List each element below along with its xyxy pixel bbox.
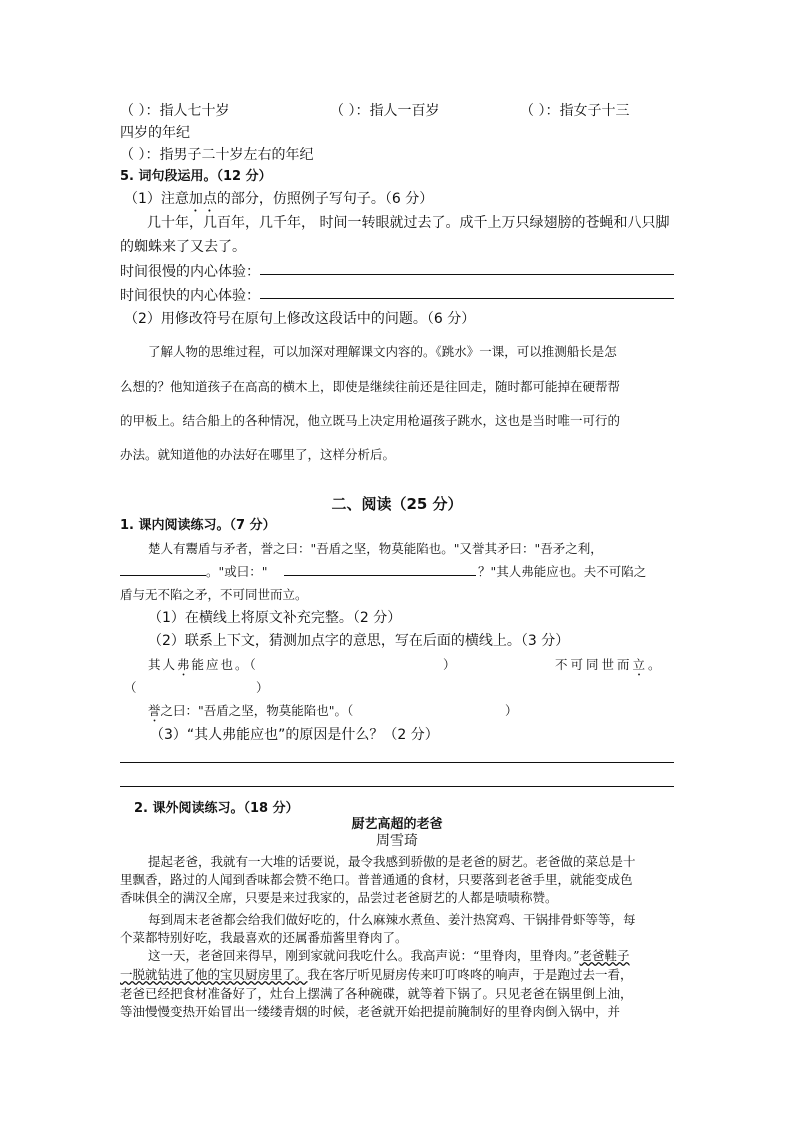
r1-answer-line-2[interactable] (120, 786, 674, 787)
idiom-line-2: 四岁的年纪 (120, 125, 190, 141)
q5-part1-instruction (124, 188, 433, 215)
r1-q2-b-close: ） (256, 680, 269, 695)
r1-q2: （2）联系上下文，猜测加点字的意思，写在后面的横线上。（3 分） (148, 633, 570, 649)
article-line-6 (148, 946, 630, 964)
q5-instr-dot: 加点 (188, 191, 217, 207)
article-line-8: 老爸已经把食材准备好了，灶台上摆满了各种碗碟，就等着下锅了。只见老爸在锅里倒上油， (120, 986, 633, 1001)
passage-line-4: 办法。就知道他的办法好在哪里了，这样分析后。 (120, 447, 396, 462)
q5-example-line1 (147, 212, 669, 232)
section2-title: 二、阅读（25 分） (331, 495, 463, 513)
q5-instr-b: 的部分，仿照例子写句子。（6 分） (216, 191, 434, 207)
r1-answer-line-1[interactable] (120, 762, 674, 763)
example-b: 绿翅膀的苍蝇和八只脚 (529, 215, 670, 231)
article-line-5: 个菜都特别好吃，我最喜欢的还属番茄酱里脊肉了。 (120, 930, 408, 945)
q5-title: 5. 词句段运用。（12 分） (120, 169, 272, 184)
q2b-1: 不可同世而 (555, 657, 633, 672)
passage-line-2: 么想的？他知道孩子在高高的横木上，即使是继续往前还是往回走，随时都可能掉在硬帮帮 (120, 379, 621, 394)
q2a-2: 能应也。（ (191, 657, 258, 672)
line6-wavy: 老爸鞋子 (579, 948, 630, 963)
r1-q3: （3）“其人弗能应也”的原因是什么？（2 分） (150, 727, 439, 743)
article-line-7 (120, 965, 633, 983)
r1-blank-1[interactable] (120, 575, 206, 576)
slow-answer-line[interactable] (260, 274, 674, 275)
article-line-3: 香味俱全的满汉全席，只要是来过我家的，品尝过老爸厨艺的人都是啧啧称赞。 (120, 890, 558, 905)
r1-q2-a (148, 655, 258, 679)
q2b-2: 。 (648, 657, 664, 672)
r1-q2-c (148, 701, 353, 725)
article-line-1: 提起老爸，我就有一大堆的话要说，最令我感到骄傲的是老爸的厨艺。老爸做的菜总是十 (148, 854, 636, 869)
article-author: 周雪琦 (376, 833, 418, 849)
r1-q2-b-open: （ (124, 680, 137, 695)
q5-example-line2: 的蜘蛛来了又去了。 (120, 239, 246, 255)
idiom-blank-70: （ ）：指人七十岁 (120, 103, 230, 119)
q2b-dot: 立 (632, 657, 649, 672)
r1-text-line2b: ？"其人弗能应也。夫不可陷之 (478, 564, 647, 579)
q5-part2-instruction: （2）用修改符号在原句上修改这段话中的问题。（6 分） (124, 311, 476, 327)
r1-q2-b (555, 655, 664, 679)
q5-instr-a: （1）注意 (124, 191, 189, 207)
line7-text: 我在客厅听见厨房传来叮叮咚咚的响声，于是跑过去一看， (307, 967, 633, 982)
article-line-2: 里飘香，路过的人闻到香味都会赞不绝口。普普通通的食材，只要落到老爸手里，就能变成色 (120, 872, 633, 887)
r1-title: 1. 课内阅读练习。（7 分） (120, 518, 276, 533)
fast-label: 时间很快的内心体验： (120, 288, 260, 304)
article-title: 厨艺高超的老爸 (351, 817, 443, 832)
idiom-blank-100: （ ）：指人一百岁 (330, 103, 440, 119)
passage-line-3: 的甲板上。结合船上的各种情况，他立既马上决定用枪逼孩子跳水，这也是当时唯一可行的 (120, 413, 621, 428)
slow-label: 时间很慢的内心体验： (120, 264, 260, 280)
article-line-4: 每到周末老爸都会给我们做好吃的，什么麻辣水煮鱼、姜汁热窝鸡、干锅排骨虾等等，每 (148, 912, 636, 927)
q2c-dot: 誉 (148, 703, 161, 718)
r2-title: 2. 课外阅读练习。（18 分） (134, 801, 299, 816)
idiom-blank-20: （ ）：指男子二十岁左右的年纪 (120, 147, 314, 163)
example-a: 几十年，几百年，几千年， 时间一转眼就过去了。成千上万只 (147, 215, 530, 231)
article-line-9: 等油慢慢变热开始冒出一缕缕青烟的时候，老爸就开始把提前腌制好的里脊肉倒入锅中，并 (120, 1004, 621, 1019)
r1-text-line3: 盾与无不陷之矛，不可同世而立。 (120, 587, 308, 602)
r1-q1: （1）在横线上将原文补充完整。（2 分） (148, 610, 402, 626)
q2c-1: 之曰："吾盾之坚，物莫能陷也"。（ (160, 703, 354, 718)
q2a-1: 其人 (148, 657, 178, 672)
r1-blank-2[interactable] (284, 575, 476, 576)
line6-text: 这一天，老爸回来得早，刚到家就问我吃什么。我高声说：“里脊肉，里脊肉。” (148, 948, 580, 963)
idiom-blank-13: （ ）：指女子十三 (520, 103, 630, 119)
r1-text-line1: 楚人有鬻盾与矛者，誉之曰："吾盾之坚，物莫能陷也。"又誉其矛曰："吾矛之利， (148, 541, 603, 556)
line7-wavy: 一脱就钻进了他的宝贝厨房里了。 (120, 967, 308, 982)
q2a-dot: 弗 (177, 657, 192, 672)
r1-q2-a-close: ） (443, 657, 456, 672)
fast-answer-line[interactable] (260, 298, 674, 299)
passage-line-1: 了解人物的思维过程，可以加深对理解课文内容的。《跳水》一课，可以推测船长是怎 (148, 344, 617, 359)
r1-q2-c-close: ） (505, 703, 518, 718)
r1-text-line2a: 。"或曰：" (206, 564, 268, 579)
